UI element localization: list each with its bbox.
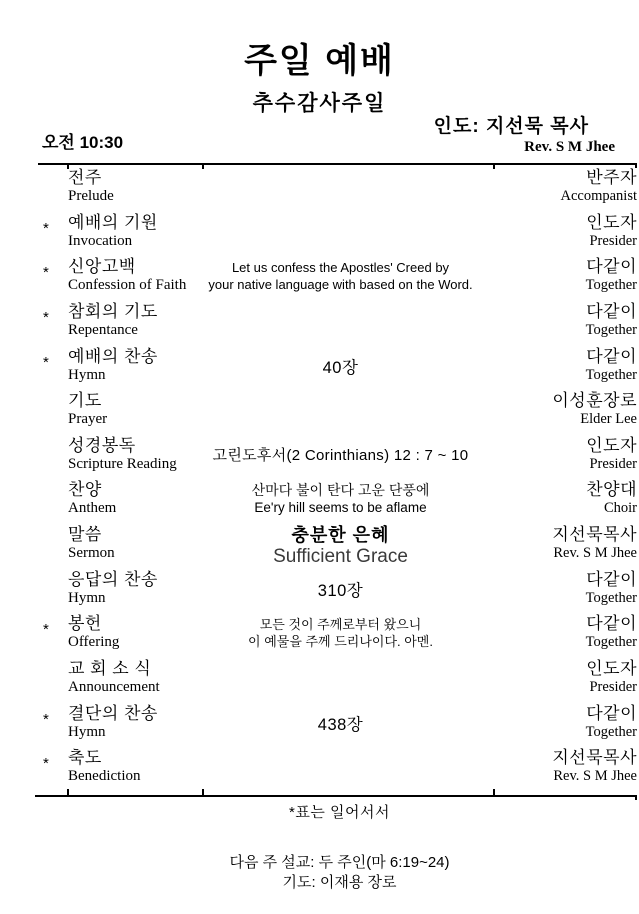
row-center-line: 310장 bbox=[317, 581, 364, 600]
row-center-line: 고린도후서(2 Corinthians) 12 : 7 ~ 10 bbox=[212, 446, 469, 464]
row-center-cell bbox=[204, 704, 477, 735]
item-name-english: Hymn bbox=[68, 589, 106, 606]
bottom-divider-tick bbox=[202, 789, 204, 797]
standing-asterisk-cell bbox=[38, 347, 68, 371]
performer-english: Elder Lee bbox=[580, 411, 637, 428]
row-center-text bbox=[204, 704, 477, 735]
leader-name-english: Rev. S M Jhee bbox=[524, 139, 615, 155]
service-row bbox=[0, 748, 639, 793]
row-item-label bbox=[68, 704, 204, 740]
service-row bbox=[0, 704, 639, 749]
performer-korean: 지선묵목사 bbox=[552, 748, 637, 768]
service-row bbox=[0, 168, 639, 213]
standing-asterisk-cell bbox=[38, 391, 68, 398]
row-center-cell bbox=[204, 347, 477, 378]
row-item-label bbox=[68, 436, 204, 472]
standing-asterisk-cell bbox=[38, 436, 68, 443]
standing-asterisk-cell bbox=[38, 480, 68, 487]
service-row bbox=[0, 391, 639, 436]
standing-asterisk-cell bbox=[38, 659, 68, 666]
row-center-line: 충분한 은혜 bbox=[291, 525, 390, 545]
item-name-english: Repentance bbox=[68, 321, 138, 338]
row-center-text bbox=[204, 614, 477, 650]
service-row bbox=[0, 257, 639, 302]
item-name-korean: 성경봉독 bbox=[68, 435, 136, 455]
row-center-line: 438장 bbox=[317, 715, 364, 734]
row-performer bbox=[477, 704, 637, 740]
service-row bbox=[0, 480, 639, 525]
service-row bbox=[0, 525, 639, 570]
row-item-label bbox=[68, 659, 204, 695]
row-performer bbox=[477, 570, 637, 606]
item-name-korean: 응답의 찬송 bbox=[68, 569, 158, 589]
page-title: 주일 예배 bbox=[244, 42, 395, 80]
row-performer bbox=[477, 614, 637, 650]
performer-english: Presider bbox=[589, 455, 637, 472]
row-center-cell bbox=[204, 257, 477, 293]
page-subtitle: 추수감사주일 bbox=[252, 92, 387, 115]
row-item-label bbox=[68, 480, 204, 516]
performer-english: Together bbox=[585, 321, 637, 338]
performer-english: Together bbox=[585, 277, 637, 294]
asterisk-mark: * bbox=[43, 710, 49, 728]
row-item-label bbox=[68, 570, 204, 606]
service-row bbox=[0, 213, 639, 258]
bottom-divider bbox=[35, 795, 637, 797]
item-name-korean: 신앙고백 bbox=[68, 257, 136, 277]
asterisk-mark: * bbox=[43, 219, 49, 237]
row-item-label bbox=[68, 614, 204, 650]
item-name-english: Anthem bbox=[68, 500, 117, 517]
item-name-korean: 교 회 소 식 bbox=[68, 658, 152, 678]
item-name-english: Prelude bbox=[68, 188, 114, 204]
row-center-line: 이 예물을 주께 드리나이다. 아멘. bbox=[248, 633, 433, 649]
row-item-label bbox=[68, 168, 204, 204]
row-item-label bbox=[68, 213, 204, 249]
service-order-table bbox=[0, 168, 639, 793]
standing-asterisk-cell bbox=[38, 614, 68, 638]
item-name-korean: 축도 bbox=[68, 748, 102, 768]
performer-korean: 다같이 bbox=[586, 703, 637, 723]
asterisk-mark: * bbox=[43, 264, 49, 282]
row-center-cell bbox=[204, 436, 477, 465]
row-center-text bbox=[204, 436, 477, 465]
standing-asterisk-cell bbox=[38, 302, 68, 326]
row-center-line: Let us confess the Apostles' Creed by bbox=[231, 260, 450, 276]
row-center-line: 산마다 불이 탄다 고운 단풍에 bbox=[251, 482, 430, 499]
asterisk-mark: * bbox=[43, 353, 49, 371]
row-center-text bbox=[204, 257, 477, 293]
row-performer bbox=[477, 213, 637, 249]
item-name-english: Prayer bbox=[68, 411, 108, 428]
performer-english: Rev. S M Jhee bbox=[553, 768, 637, 785]
performer-english: Presider bbox=[589, 232, 637, 249]
row-performer bbox=[477, 436, 637, 472]
row-center-cell bbox=[204, 614, 477, 650]
row-performer bbox=[477, 748, 637, 784]
performer-english: Together bbox=[585, 366, 637, 383]
service-row bbox=[0, 436, 639, 481]
leader-name-korean: 인도: 지선묵 목사 bbox=[433, 116, 589, 137]
performer-korean: 다같이 bbox=[586, 569, 637, 589]
standing-asterisk-cell bbox=[38, 213, 68, 237]
row-center-line: 40장 bbox=[322, 358, 359, 377]
standing-note: *표는 일어서서 bbox=[289, 804, 390, 821]
item-name-korean: 전주 bbox=[68, 168, 102, 187]
performer-korean: 지선묵목사 bbox=[552, 525, 637, 544]
item-name-korean: 예배의 찬송 bbox=[68, 346, 158, 366]
performer-korean: 반주자 bbox=[586, 168, 637, 187]
performer-korean: 인도자 bbox=[586, 212, 637, 232]
item-name-english: Hymn bbox=[68, 723, 106, 740]
performer-english: Rev. S M Jhee bbox=[553, 545, 637, 561]
row-center-cell bbox=[204, 525, 477, 568]
item-name-english: Scripture Reading bbox=[68, 455, 177, 472]
asterisk-mark: * bbox=[43, 755, 49, 773]
performer-english: Presider bbox=[589, 678, 637, 695]
row-item-label bbox=[68, 391, 204, 427]
bottom-divider-tick bbox=[635, 795, 637, 800]
row-center-line: 모든 것이 주께로부터 왔으니 bbox=[259, 617, 422, 633]
next-week-sermon: 다음 주 설교: 두 주인(마 6:19~24) bbox=[229, 854, 450, 871]
row-performer bbox=[477, 257, 637, 293]
item-name-english: Announcement bbox=[68, 678, 160, 695]
performer-english: Together bbox=[585, 634, 637, 651]
bottom-divider-tick bbox=[67, 789, 69, 797]
row-performer bbox=[477, 168, 637, 204]
standing-asterisk-cell bbox=[38, 168, 68, 175]
item-name-korean: 기도 bbox=[68, 391, 102, 411]
performer-korean: 다같이 bbox=[586, 257, 637, 277]
performer-english: Choir bbox=[603, 500, 637, 517]
service-leader-block bbox=[434, 111, 615, 156]
service-row bbox=[0, 614, 639, 659]
standing-asterisk-cell bbox=[38, 525, 68, 532]
asterisk-mark: * bbox=[43, 308, 49, 326]
performer-korean: 찬양대 bbox=[586, 480, 637, 500]
service-row bbox=[0, 347, 639, 392]
row-center-line: your native language with based on the Word. bbox=[208, 276, 473, 292]
service-time: 오전 10:30 bbox=[42, 133, 124, 152]
row-center-text bbox=[204, 525, 477, 568]
standing-asterisk-cell bbox=[38, 704, 68, 728]
standing-asterisk-cell bbox=[38, 748, 68, 772]
performer-english: Together bbox=[585, 723, 637, 740]
performer-korean: 이성훈장로 bbox=[552, 391, 637, 411]
performer-korean: 인도자 bbox=[586, 658, 637, 678]
performer-korean: 인도자 bbox=[586, 435, 637, 455]
performer-korean: 다같이 bbox=[586, 614, 637, 634]
next-week-prayer: 기도: 이재용 장로 bbox=[282, 874, 397, 891]
item-name-english: Invocation bbox=[68, 232, 133, 249]
item-name-english: Confession of Faith bbox=[68, 277, 187, 294]
row-item-label bbox=[68, 525, 204, 561]
item-name-korean: 찬양 bbox=[68, 480, 102, 500]
row-center-text bbox=[204, 570, 477, 601]
item-name-english: Benediction bbox=[68, 768, 141, 785]
item-name-english: Hymn bbox=[68, 366, 106, 383]
performer-korean: 다같이 bbox=[586, 346, 637, 366]
row-center-line: Sufficient Grace bbox=[273, 546, 408, 567]
row-center-cell bbox=[204, 480, 477, 516]
row-center-text bbox=[204, 347, 477, 378]
row-item-label bbox=[68, 257, 204, 293]
standing-asterisk-cell bbox=[38, 257, 68, 281]
row-center-line: Ee'ry hill seems to be aflame bbox=[254, 500, 427, 516]
performer-korean: 다같이 bbox=[586, 301, 637, 321]
row-item-label bbox=[68, 347, 204, 383]
row-performer bbox=[477, 302, 637, 338]
row-item-label bbox=[68, 748, 204, 784]
item-name-korean: 봉헌 bbox=[68, 614, 102, 634]
item-name-korean: 말씀 bbox=[68, 525, 102, 544]
row-item-label bbox=[68, 302, 204, 338]
bottom-divider-tick bbox=[493, 789, 495, 797]
top-divider bbox=[38, 163, 637, 165]
item-name-korean: 참회의 기도 bbox=[68, 301, 158, 321]
row-performer bbox=[477, 480, 637, 516]
performer-english: Together bbox=[585, 589, 637, 606]
row-performer bbox=[477, 391, 637, 427]
service-row bbox=[0, 659, 639, 704]
row-performer bbox=[477, 347, 637, 383]
item-name-english: Sermon bbox=[68, 545, 115, 561]
item-name-korean: 결단의 찬송 bbox=[68, 703, 158, 723]
service-row bbox=[0, 570, 639, 615]
row-center-text bbox=[204, 480, 477, 516]
item-name-korean: 예배의 기원 bbox=[68, 212, 158, 232]
row-performer bbox=[477, 659, 637, 695]
asterisk-mark: * bbox=[43, 621, 49, 639]
item-name-english: Offering bbox=[68, 634, 120, 651]
performer-english: Accompanist bbox=[560, 188, 637, 204]
standing-asterisk-cell bbox=[38, 570, 68, 577]
row-center-cell bbox=[204, 570, 477, 601]
service-row bbox=[0, 302, 639, 347]
row-performer bbox=[477, 525, 637, 561]
